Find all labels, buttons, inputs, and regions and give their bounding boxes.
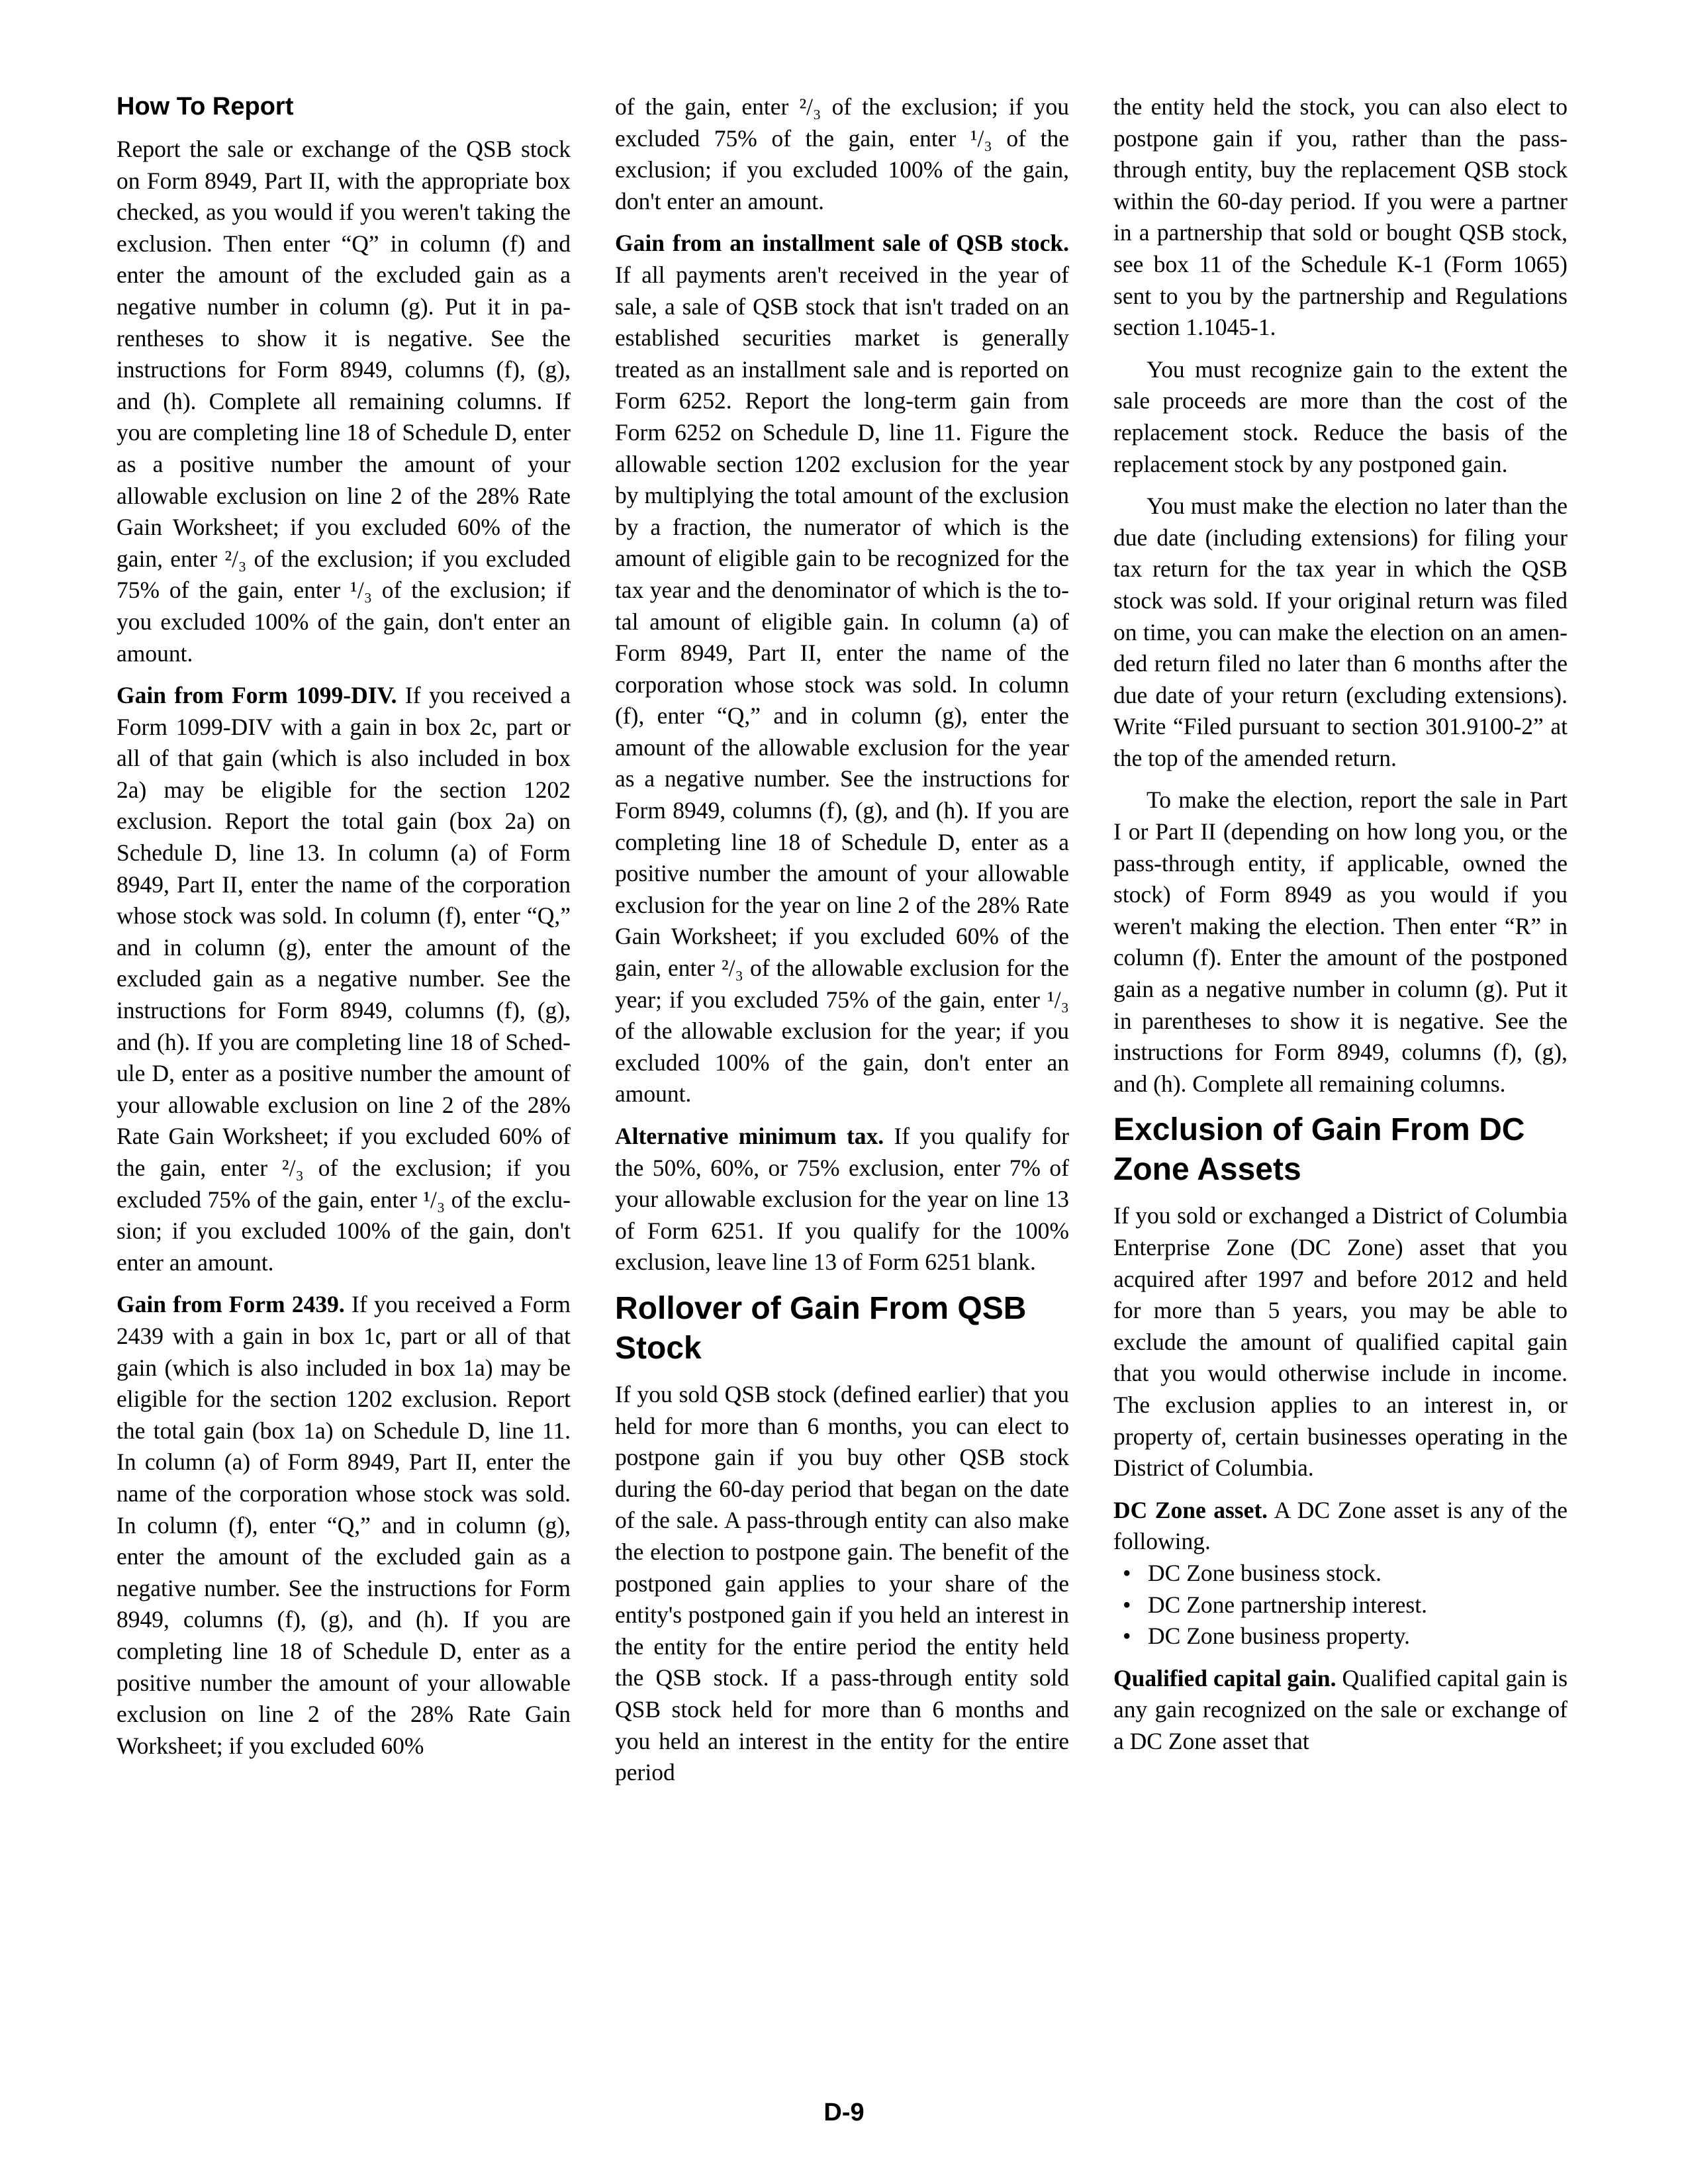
qualified-capital-gain-text: Qualified capital gain is any gain recognized on the sale or exchange of a DC Zone asset that [1113, 1664, 1568, 1754]
dc-zone-heading: Exclusion of Gain From DC Zone Assets [1113, 1112, 1525, 1188]
dc-zone-asset-paragraph [1113, 1495, 1568, 1558]
dc-zone-paragraph: If you sold or exchanged a District of Columbia Enterprise Zone (DC Zone) asset that you acquired after 1997 and before 2012 and held for more than 5 years, you may be able to exclude the amount of qualified capital gain that you would otherwise include in income. The exclusion applies to an interest in, or property of, certain businesses operating in the District of Columbia. [1113, 1202, 1568, 1482]
make-election-paragraph: To make the election, report the sale in Part I or Part II (depending on how long you, or the pass-through entity, if applicable, owned the stock) of Form 8949 as you would if you weren't making the election. Then enter “R” in column (f). Enter the amount of the postponed gain as a negative number in column (g). Put it in parentheses to show it is negative. See the instructions for Form 8949, columns (f), (g), and (h). Complete all remaining columns. [1113, 786, 1568, 1097]
dc-zone-asset-runin-heading: DC Zone asset. [1113, 1496, 1268, 1523]
bullet-icon: • [1123, 1591, 1131, 1618]
list-item [1123, 1558, 1568, 1590]
column-3 [1113, 91, 1568, 1768]
dc-zone-asset-list [1113, 1558, 1568, 1652]
amt-text: If you qualify for the 50%, 60%, or 75% exclusion, enter 7% of your allowable exclusion for the year on line 13 of Form 6251. If you qualify for the 100% exclusion, leave line 13 of Form 6251 blank. [615, 1123, 1069, 1276]
list-item [1123, 1621, 1568, 1652]
form-2439-runin-heading: Gain from Form 2439. [117, 1291, 345, 1318]
bullet-icon: • [1123, 1559, 1131, 1586]
installment-sale-runin-heading: Gain from an installment sale of QSB stock. [615, 230, 1069, 257]
installment-sale-text: If all payments aren't received in the year of sale, a sale of QSB stock that isn't traded on an established securities market is generally treated as an installment sale and is reported on Form 6252. Report the long-term gain from Form 6252 on Schedule D, line 11. Figure the allowable section 1202 exclusion for the year by multiplying the total amount of the exclusion by a fraction, the numerator of which is the amount of eligible gain to be recognized for the tax year and the denominator of which is the total amount of eligible gain. In column (a) of Form 8949, Part II, enter the name of the corporation whose stock was sold. In column (f), enter “Q,” and in column (g), enter the amount of the allowable exclusion for the year as a negative number. See the instructions for Form 8949, columns (f), (g), and (h). If you are completing line 18 of Schedule D, enter as a positive number the amount of your allowable exclusion for the year on line 2 of the 28% Rate Gain Worksheet; if you excluded 60% of the gain, enter ²/₃ of the allowable exclusion for the year; if you excluded 75% of the gain, enter ¹/₃ of the allowable exclusion for the year; if you excluded 100% of the gain, don't enter an amount. [615, 261, 1069, 1108]
election-deadline-paragraph: You must make the election no later than the due date (including extensions) for filing your tax return for the tax year in which the QSB stock was sold. If your original return was filed on time, you can make the election on an amended return filed no later than 6 months after the due date of your return (excluding extensions). Write “Filed pursuant to section 301.9100-2” at the top of the amended return. [1113, 493, 1568, 771]
list-item-text: DC Zone business stock. [1148, 1559, 1382, 1586]
form-2439-paragraph [117, 1289, 571, 1762]
column-2 [615, 91, 1069, 1799]
form-1099-div-paragraph [117, 680, 571, 1278]
how-to-report-heading: How To Report [117, 93, 294, 120]
form-1099-div-runin-heading: Gain from Form 1099-DIV. [117, 682, 397, 709]
how-to-report-paragraph: Report the sale or exchange of the QSB stock on Form 8949, Part II, with the appropriate box checked, as you would if you weren't taking the exclusion. Then enter “Q” in column (f) and enter the amount of the excluded gain as a negative number in column (g). Put it in parentheses to show it is negative. See the instructions for Form 8949, columns (f), (g), and (h). Complete all remaining columns. If you are completing line 18 of Schedule D, enter as a positive number the amount of your allowable exclusion on line 2 of the 28% Rate Gain Worksheet; if you excluded 60% of the gain, enter ²/₃ of the exclusion; if you excluded 75% of the gain, enter ¹/₃ of the exclusion; if you excluded 100% of the gain, don't enter an amount. [117, 136, 571, 667]
page-number: D-9 [823, 2099, 865, 2126]
amt-paragraph [615, 1121, 1069, 1278]
list-item-text: DC Zone business property. [1148, 1623, 1411, 1650]
rollover-continued-paragraph: the entity held the stock, you can also elect to postpone gain if you, rather than the pass-through entity, buy the replacement QSB stock within the 60-day period. If you were a partner in a partnership that sold or bought QSB stock, see box 11 of the Schedule K-1 (Form 1065) sent to you by the partnership and Regulations section 1.1045-1. [1113, 93, 1568, 341]
list-item-text: DC Zone partnership interest. [1148, 1591, 1427, 1618]
rollover-paragraph: If you sold QSB stock (defined earlier) that you held for more than 6 months, you can elect to postpone gain if you buy other QSB stock during the 60-day period that began on the date of the sale. A pass-through entity can also make the election to postpone gain. The benefit of the postponed gain applies to your share of the entity's postponed gain if you held an interest in the entity for the entire period the entity held the QSB stock. If a pass-through entity sold QSB stock held for more than 6 months and you held an interest in the entity for the entire period [615, 1380, 1069, 1786]
qualified-capital-gain-paragraph [1113, 1663, 1568, 1758]
installment-sale-paragraph [615, 228, 1069, 1110]
rollover-heading: Rollover of Gain From QSB Stock [615, 1290, 1027, 1366]
column-1 [117, 91, 571, 1772]
amt-runin-heading: Alternative minimum tax. [615, 1123, 884, 1149]
form-2439-text: If you received a Form 2439 with a gain in box 1c, part or all of that gain (which is also included in box 1a) may be eligible for the section 1202 exclusion. Report the total gain (box 1a) on Schedule D, line 11. In column (a) of Form 8949, Part II, enter the name of the corporation whose stock was sold. In column (f), enter “Q,” and in column (g), enter the amount of the excluded gain as a negative number. See the instructions for Form 8949, columns (f), (g), and (h). If you are completing line 18 of Schedule D, enter as a positive number the amount of your allowable exclusion on line 2 of the 28% Rate Gain Worksheet; if you excluded 60% [117, 1291, 571, 1759]
dc-zone-asset-text: A DC Zone asset is any of the following. [1113, 1496, 1568, 1555]
form-1099-div-text: If you received a Form 1099-DIV with a gain in box 2c, part or all of that gain (which is also included in box 2a) may be eligible for the section 1202 exclusion. Report the total gain (box 2a) on Schedule D, line 13. In column (a) of Form 8949, Part II, enter the name of the corporation whose stock was sold. In column (f), enter “Q,” and in column (g), enter the amount of the excluded gain as a negative number. See the instructions for Form 8949, columns (f), (g), and (h). If you are completing line 18 of Schedule D, enter as a positive number the amount of your allowable exclusion on line 2 of the 28% Rate Gain Worksheet; if you excluded 60% of the gain, enter ²/₃ of the exclusion; if you excluded 75% of the gain, enter ¹/₃ of the exclusion; if you excluded 100% of the gain, don't enter an amount. [117, 682, 571, 1276]
recognize-gain-paragraph: You must recognize gain to the extent the sale proceeds are more than the cost of the replacement stock. Reduce the basis of the replacement stock by any postponed gain. [1113, 356, 1568, 477]
bullet-icon: • [1123, 1623, 1131, 1650]
list-item [1123, 1590, 1568, 1621]
qualified-capital-gain-runin-heading: Qualified capital gain. [1113, 1664, 1336, 1691]
continued-paragraph: of the gain, enter ²/₃ of the exclusion; if you excluded 75% of the gain, enter ¹/₃ of the exclusion; if you excluded 100% of the gain, don't enter an amount. [615, 93, 1069, 214]
